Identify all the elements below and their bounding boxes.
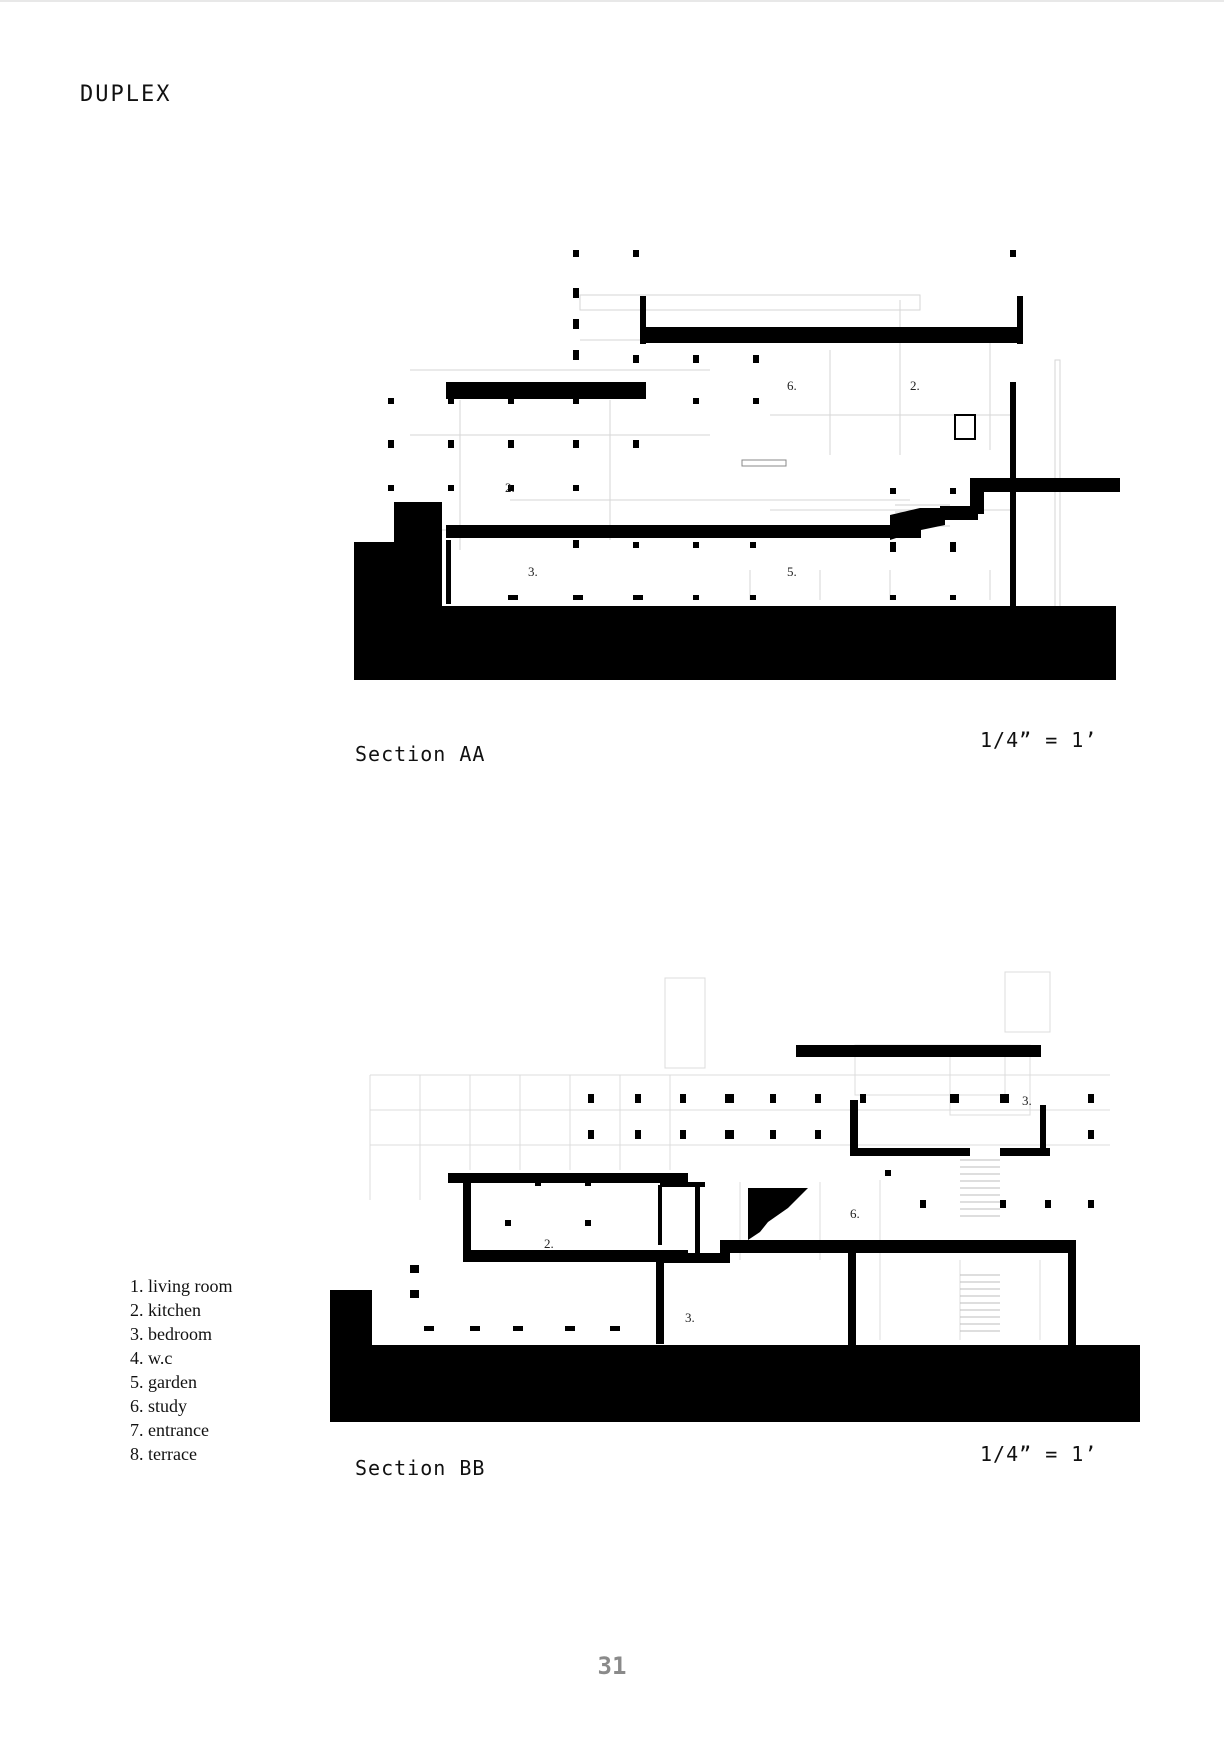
section-bb-scale: 1/4” = 1’ bbox=[980, 1442, 1098, 1466]
aa-room-tag: 6. bbox=[787, 378, 797, 393]
legend-item: 2. kitchen bbox=[130, 1300, 201, 1320]
aa-room-tag: 3. bbox=[528, 564, 538, 579]
section-aa-scale: 1/4” = 1’ bbox=[980, 728, 1098, 752]
page-number: 31 bbox=[597, 1652, 627, 1680]
bb-room-tag: 2. bbox=[544, 1236, 554, 1251]
room-legend bbox=[130, 1274, 233, 1466]
legend-item: 7. entrance bbox=[130, 1420, 209, 1440]
legend-item: 8. terrace bbox=[130, 1444, 197, 1464]
aa-room-tag: 5. bbox=[787, 564, 797, 579]
legend-item: 3. bedroom bbox=[130, 1324, 212, 1344]
section-aa-caption: Section AA bbox=[355, 742, 486, 766]
legend-item: 4. w.c bbox=[130, 1348, 173, 1368]
section-bb-caption: Section BB bbox=[355, 1456, 486, 1480]
legend-item: 6. study bbox=[130, 1396, 188, 1416]
page-title: DUPLEX bbox=[80, 82, 172, 107]
ground-mass bbox=[330, 1290, 1140, 1422]
aa-room-tag: 2. bbox=[505, 480, 515, 495]
bb-room-tag: 3. bbox=[1022, 1093, 1032, 1108]
section-bb-drawing bbox=[320, 970, 1150, 1430]
legend-item: 5. garden bbox=[130, 1372, 197, 1392]
section-aa-drawing bbox=[350, 240, 1120, 685]
aa-room-tag: 2. bbox=[910, 378, 920, 393]
bb-room-tag: 3. bbox=[685, 1310, 695, 1325]
bb-room-tag: 6. bbox=[850, 1206, 860, 1221]
top-rule bbox=[0, 0, 1224, 2]
legend-item: 1. living room bbox=[130, 1276, 233, 1296]
